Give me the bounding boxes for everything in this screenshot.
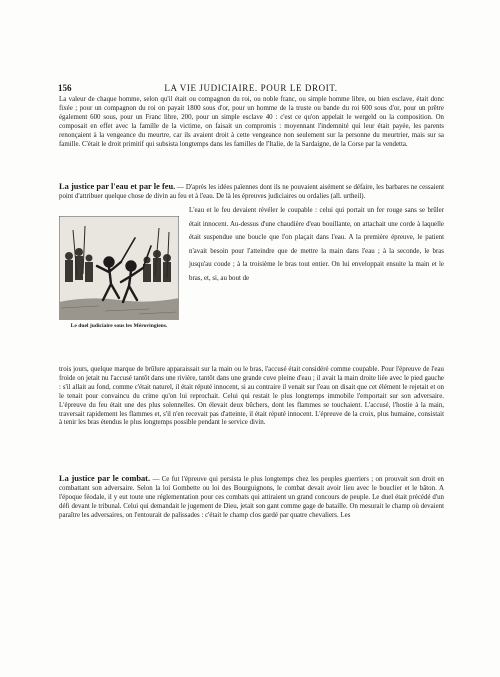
page-number: 156: [58, 83, 72, 93]
figure-caption: Le duel judiciaire sous les Mérovingiens.: [70, 323, 168, 329]
section-heading-water-fire: La justice par l'eau et par le feu.: [59, 182, 176, 191]
ordeal-description-continuation: trois jours, quelque marque de brûlure apparaissait sur la main ou le bras, l'accusé était considéré comme coupable. Pour l'épreuve de l'eau froide on jetait nu l'accusé tantôt dans une rivière, tantôt dans une grande cuve pleine d'eau ; il avait la main droite liée avec le pied gauche : s'il allait au fond, comme c'était naturel, il était réputé innocent, si au contraire il venait sur l'eau on disait que cet élément le rejetait et on le tenait pour convaincu du crime qu'on lui reprochait. Celui qui restait le plus longtemps immobile l'emportait sur son adversaire. L'épreuve du feu était une des plus solennelles. On élevait deux bûchers, dont les flammes se touchaient. L'accusé, l'hostie à la main, traversait rapidement les flammes et, s'il n'en recevait pas d'atteinte, il était réputé innocent. L'épreuve de la croix, plus humaine, consistait à tenir les bras étendus le plus longtemps possible pendant le service divin.: [59, 366, 444, 427]
section-heading-combat: La justice par le combat.: [59, 474, 151, 483]
duel-engraving-image: [59, 216, 179, 320]
section-water-fire-intro: [59, 183, 444, 202]
running-title: LA VIE JUDICIAIRE. POUR LE DROIT.: [164, 83, 338, 93]
ordeal-description-column: L'eau et le feu devaient révéler le coupable : celui qui portait un fer rouge sans se brûler était innocent. Au-dessus d'une chaudière d'eau bouillante, on attachait une corde à laquelle était suspendue une boucle que l'on plaçait dans l'eau. A la première épreuve, le patient n'avait besoin pour l'atteindre que de mettre la main dans l'eau ; à la seconde, le bras jusqu'au coude ; à la troisième le bras tout entier. On lui enveloppait ensuite la main et le bras, et, si, au bout de: [189, 207, 444, 282]
page-header: [58, 83, 444, 95]
paragraph-wergeld: La valeur de chaque homme, selon qu'il était ou compagnon du roi, ou noble franc, ou simple homme libre, ou bien esclave, était donc fixée ; pour un compagnon du roi on payait 1800 sous d'or, pour un homme de la truste ou bande du roi 600 sous d'or, pour un prêtre également 600 sous, pour un Franc libre, 200, pour un simple esclave 40 : c'est ce qu'on appelait le wergeld ou la composition. On composait en effet avec la famille de la victime, on faisait un compromis : moyennant l'indemnité qui leur était payée, les parents renonçaient à la vengeance du meurtre, car ils avaient droit à cette vengeance non seulement sur la personne du meurtrier, mais sur sa famille. C'était le droit primitif qui subsista longtemps dans les familles de l'Italie, de la Sardaigne, de la Corse par la vendetta.: [59, 96, 444, 148]
section-combat: [59, 475, 444, 521]
section-combat-text: — Ce fut l'épreuve qui persista le plus longtemps chez les peuples guerriers ; on prouvait son droit en combattant son adversaire. Selon la loi Gombette ou loi des Bourguignons, le combat devait avoir lieu avec le bouclier et le bâton. A l'époque féodale, il y eut toute une réglementation pour ces combats qui attiraient un grand concours de peuple. Le duel était précédé d'un défi devant le tribunal. Celui qui demandait le jugement de Dieu, jetait son gant comme gage de bataille. On mesurait le champ où devaient paraître les adversaires, on l'entourait de palissades : c'était le champ clos gardé par quatre chevaliers. Les: [59, 476, 444, 519]
duel-illustration: [59, 216, 179, 330]
section-water-fire-lead: — D'après les idées païennes dont ils ne pouvaient aisément se défaire, les barbares ne cessaient point d'attribuer quelque chose de divin au feu et à l'eau. De là les épreuves judiciaires ou ordalies (all. urtheil).: [59, 184, 444, 200]
